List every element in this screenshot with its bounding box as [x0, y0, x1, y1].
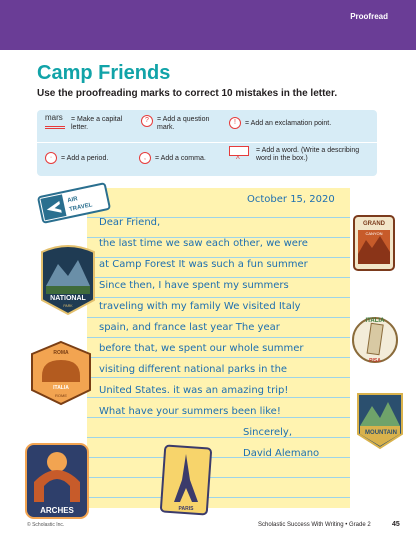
sticker-text: ARCHES — [40, 506, 74, 515]
key-divider — [37, 142, 377, 143]
letter-line: What have your summers been like! — [99, 406, 281, 417]
mars-word: mars — [45, 113, 63, 122]
section-label: Proofread — [350, 12, 388, 21]
comma-icon: , — [139, 152, 151, 164]
letter-line: traveling with my family We visited Italy — [99, 301, 301, 312]
sticker-text: CANYON — [365, 231, 383, 236]
letter-date: October 15, 2020 — [247, 194, 335, 205]
sticker-text: ITALIA — [365, 318, 385, 324]
sticker-text: ROME — [55, 393, 67, 398]
header-banner — [0, 0, 416, 50]
letter-line: visiting different national parks in the — [99, 364, 288, 375]
letter-line: Since then, I have spent my summers — [99, 280, 289, 291]
key-capital-text: = Make a capital letter. — [71, 116, 123, 131]
question-mark-icon: ? — [141, 115, 153, 127]
exclamation-icon: ! — [229, 117, 241, 129]
letter-line: at Camp Forest It was such a fun summer — [99, 259, 308, 270]
colosseum-icon — [42, 360, 80, 382]
letter-line: spain, and france last year The year — [99, 322, 280, 333]
pisa-sticker — [350, 310, 400, 372]
letter-signature: David Alemano — [243, 448, 320, 459]
letter-closing: Sincerely, — [243, 427, 293, 438]
sticker-text: GRAND — [363, 221, 385, 227]
sticker-text: PARIS — [178, 506, 194, 512]
national-park-sticker — [38, 242, 98, 316]
key-exclamation-text: = Add an exclamation point. — [245, 120, 332, 127]
sticker-text: ROMA — [53, 350, 69, 356]
key-comma-text: = Add a comma. — [155, 155, 206, 162]
caret-icon: ^ — [236, 155, 240, 164]
paris-sticker — [160, 444, 212, 516]
key-period-text: = Add a period. — [61, 155, 109, 162]
sticker-text: TRAVEL — [68, 202, 94, 214]
letter-paper — [87, 188, 350, 508]
copyright: © Scholastic Inc. — [27, 522, 65, 528]
instructions: Use the proofreading marks to correct 10 mistakes in the letter. — [37, 88, 338, 99]
sticker-text: ITALIA — [53, 385, 69, 391]
proofreading-key — [37, 110, 377, 176]
series-title: Scholastic Success With Writing • Grade 2 — [258, 522, 371, 528]
sticker-text: PARK — [63, 304, 73, 308]
rome-sticker — [30, 340, 92, 406]
letter-greeting: Dear Friend, — [99, 217, 161, 228]
sticker-text: PISA — [369, 358, 381, 364]
grand-canyon-sticker — [352, 214, 396, 272]
arches-sticker — [22, 440, 92, 522]
capital-mark-icon — [45, 113, 63, 122]
page-number: 45 — [392, 521, 400, 528]
mountain-sticker — [354, 390, 406, 450]
key-question-text: = Add a question mark. — [157, 116, 210, 131]
air-travel-sticker — [36, 182, 112, 224]
period-icon: · — [45, 152, 57, 164]
letter-line: before that, we spent our whole summer — [99, 343, 304, 354]
letter-line: the last time we saw each other, we were — [99, 238, 308, 249]
sticker-text: MOUNTAIN — [365, 430, 397, 436]
page-title: Camp Friends — [37, 62, 171, 84]
sticker-text: AIR — [66, 196, 79, 205]
letter-line: United States. it was an amazing trip! — [99, 385, 289, 396]
key-word-text: = Add a word. (Write a describing word in the box.) — [256, 147, 360, 162]
sticker-text: NATIONAL — [50, 295, 86, 302]
